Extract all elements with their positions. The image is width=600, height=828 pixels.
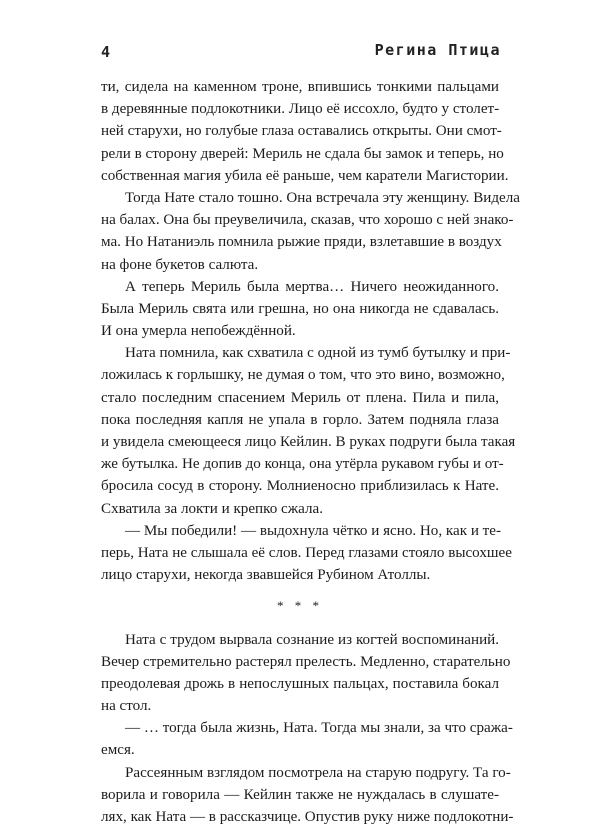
text-line: ней старухи, но голубые глаза оставались открыты. Они смот- xyxy=(101,120,499,142)
text-part-2 xyxy=(101,629,499,828)
text-line: Была Мериль свята или грешна, но она никогда не сдавалась. xyxy=(101,298,499,320)
text-line: ложилась к горлышку, не думая о том, что это вино, возможно, xyxy=(101,364,499,386)
text-line: ворила и говорила — Кейлин также не нуждалась в слушате- xyxy=(101,784,499,806)
text-line: Рассеянным взглядом посмотрела на старую подругу. Та го- xyxy=(101,762,499,784)
text-line: ти, сидела на каменном троне, впившись тонкими пальцами xyxy=(101,76,499,98)
text-line: в деревянные подлокотники. Лицо её иссохло, будто у столет- xyxy=(101,98,499,120)
text-line: пока последняя капля не упала в горло. Затем подняла глаза xyxy=(101,409,499,431)
page-number: 4 xyxy=(101,43,110,61)
text-line: лицо старухи, некогда звавшейся Рубином Атоллы. xyxy=(101,564,499,586)
body-text xyxy=(101,76,499,828)
text-line: Вечер стремительно растерял прелесть. Медленно, старательно xyxy=(101,651,499,673)
text-line: — Мы победили! — выдохнула чётко и ясно. Но, как и те- xyxy=(101,520,499,542)
text-line: А теперь Мериль была мертва… Ничего неожиданного. xyxy=(101,276,499,298)
text-line: собственная магия убила её раньше, чем каратели Магистории. xyxy=(101,165,499,187)
text-line: стало последним спасением Мериль от плена. Пила и пила, xyxy=(101,387,499,409)
text-line: на стол. xyxy=(101,695,499,717)
text-line: же бутылка. Не допив до конца, она утёрла рукавом губы и от- xyxy=(101,453,499,475)
text-line: Ната с трудом вырвала сознание из когтей воспоминаний. xyxy=(101,629,499,651)
text-line: Схватила за локти и крепко сжала. xyxy=(101,498,499,520)
text-line: лях, как Ната — в рассказчице. Опустив руку ниже подлокотни- xyxy=(101,806,499,828)
text-line: преодолевая дрожь в непослушных пальцах, поставила бокал xyxy=(101,673,499,695)
text-line: на фоне букетов салюта. xyxy=(101,254,499,276)
running-header-title: Регина Птица xyxy=(375,41,501,59)
text-line: ма. Но Натаниэль помнила рыжие пряди, взлетавшие в воздух xyxy=(101,231,499,253)
text-line: бросила сосуд в сторону. Молниеносно приблизилась к Нате. xyxy=(101,475,499,497)
text-line: емся. xyxy=(101,739,499,761)
text-line: И она умерла непобеждённой. xyxy=(101,320,499,342)
text-line: Тогда Нате стало тошно. Она встречала эту женщину. Видела xyxy=(101,187,499,209)
text-part-1 xyxy=(101,76,499,586)
text-line: на балах. Она бы преувеличила, сказав, что хорошо с ней знако- xyxy=(101,209,499,231)
text-line: и увидела смеющееся лицо Кейлин. В руках подруги была такая xyxy=(101,431,499,453)
text-line: перь, Ната не слышала её слов. Перед глазами стояло высохшее xyxy=(101,542,499,564)
text-line: рели в сторону дверей: Мериль не сдала бы замок и теперь, но xyxy=(101,143,499,165)
section-separator: * * * xyxy=(101,595,499,617)
text-line: — … тогда была жизнь, Ната. Тогда мы знали, за что сража- xyxy=(101,717,499,739)
text-line: Ната помнила, как схватила с одной из тумб бутылку и при- xyxy=(101,342,499,364)
